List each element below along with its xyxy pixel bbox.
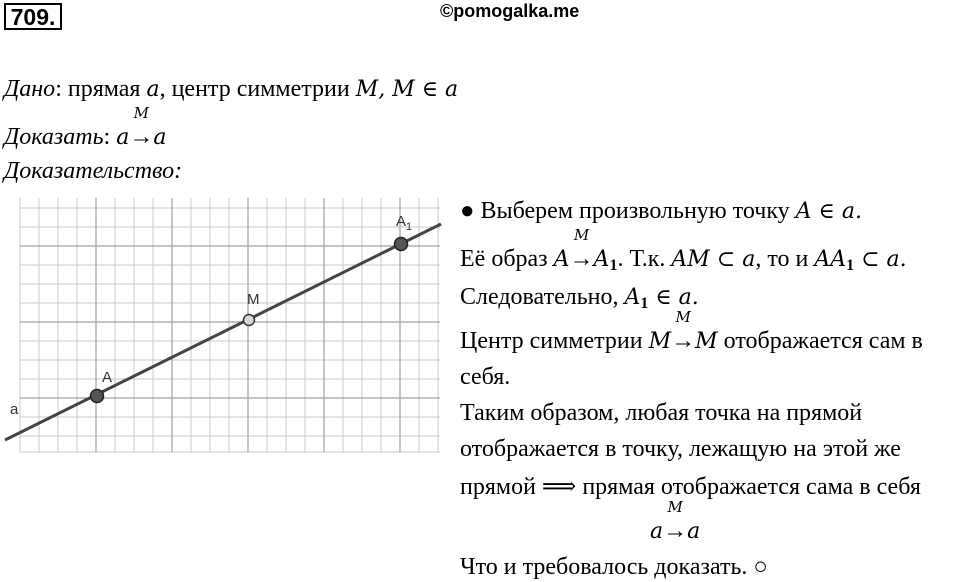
arrow-icon: → [671,328,696,354]
given-line [4,76,458,103]
proof-line-6: Таким образом, любая точка на прямой [460,400,863,426]
label-A1: $A_1$ [396,213,413,233]
prove-lhs: a [116,125,130,150]
mapping-arrow: M → [671,308,696,354]
mapping-arrow: M → [569,226,594,272]
point-A1 [395,238,408,251]
proof-line-3: Следовательно, $A_1$ ∈ a. [460,284,699,312]
arrow-icon: → [663,518,688,544]
proof-line-2: Её образ A M $\to A_1$. Т.к. AM ⊂ a, то и $AA_1$ ⊂ a. [460,226,907,274]
prove-rhs: a [153,125,167,150]
mapping-arrow: M → [663,498,688,544]
prove-line [4,104,167,151]
grid-major [20,198,440,452]
geometry-figure [0,188,445,458]
problem-number: 709. [4,3,62,30]
given-expr: M, M ∈ a [355,77,459,102]
label-A: A [102,369,113,386]
given-text: : прямая [55,76,147,102]
prove-colon: : [103,124,117,150]
proof-line-9: a M →a [650,498,701,544]
proof-line-5: себя. [460,364,511,390]
proof-line-7: отображается в точку, лежащую на этой же [460,436,901,462]
proof-line-1: ● Выберем произвольную точку A ∈ a. [460,198,862,224]
given-label: Дано [4,76,56,102]
prove-label: Доказать [4,124,104,150]
watermark: ©pomogalka.me [440,1,580,21]
label-a: a [10,401,19,418]
point-A [91,390,104,403]
prove-over: M [133,104,149,122]
grid [20,198,440,452]
proof-line-4: Центр симметрии M M →M отображается сам в [460,308,923,354]
label-M: M [247,291,260,308]
point-M [244,315,255,326]
given-text2: , центр симметрии [159,76,356,102]
line-a [5,224,441,440]
proof-line-10: Что и требовалось доказать. ○ [460,554,768,580]
proof-line-8: прямой ⟹ прямая отображается сама в себя [460,474,921,500]
prove-mapping-arrow [129,104,154,151]
arrow-icon: → [569,246,594,272]
arrow-icon: → [129,124,154,150]
given-var: a [146,77,160,102]
proof-label: Доказательство: [4,158,183,184]
